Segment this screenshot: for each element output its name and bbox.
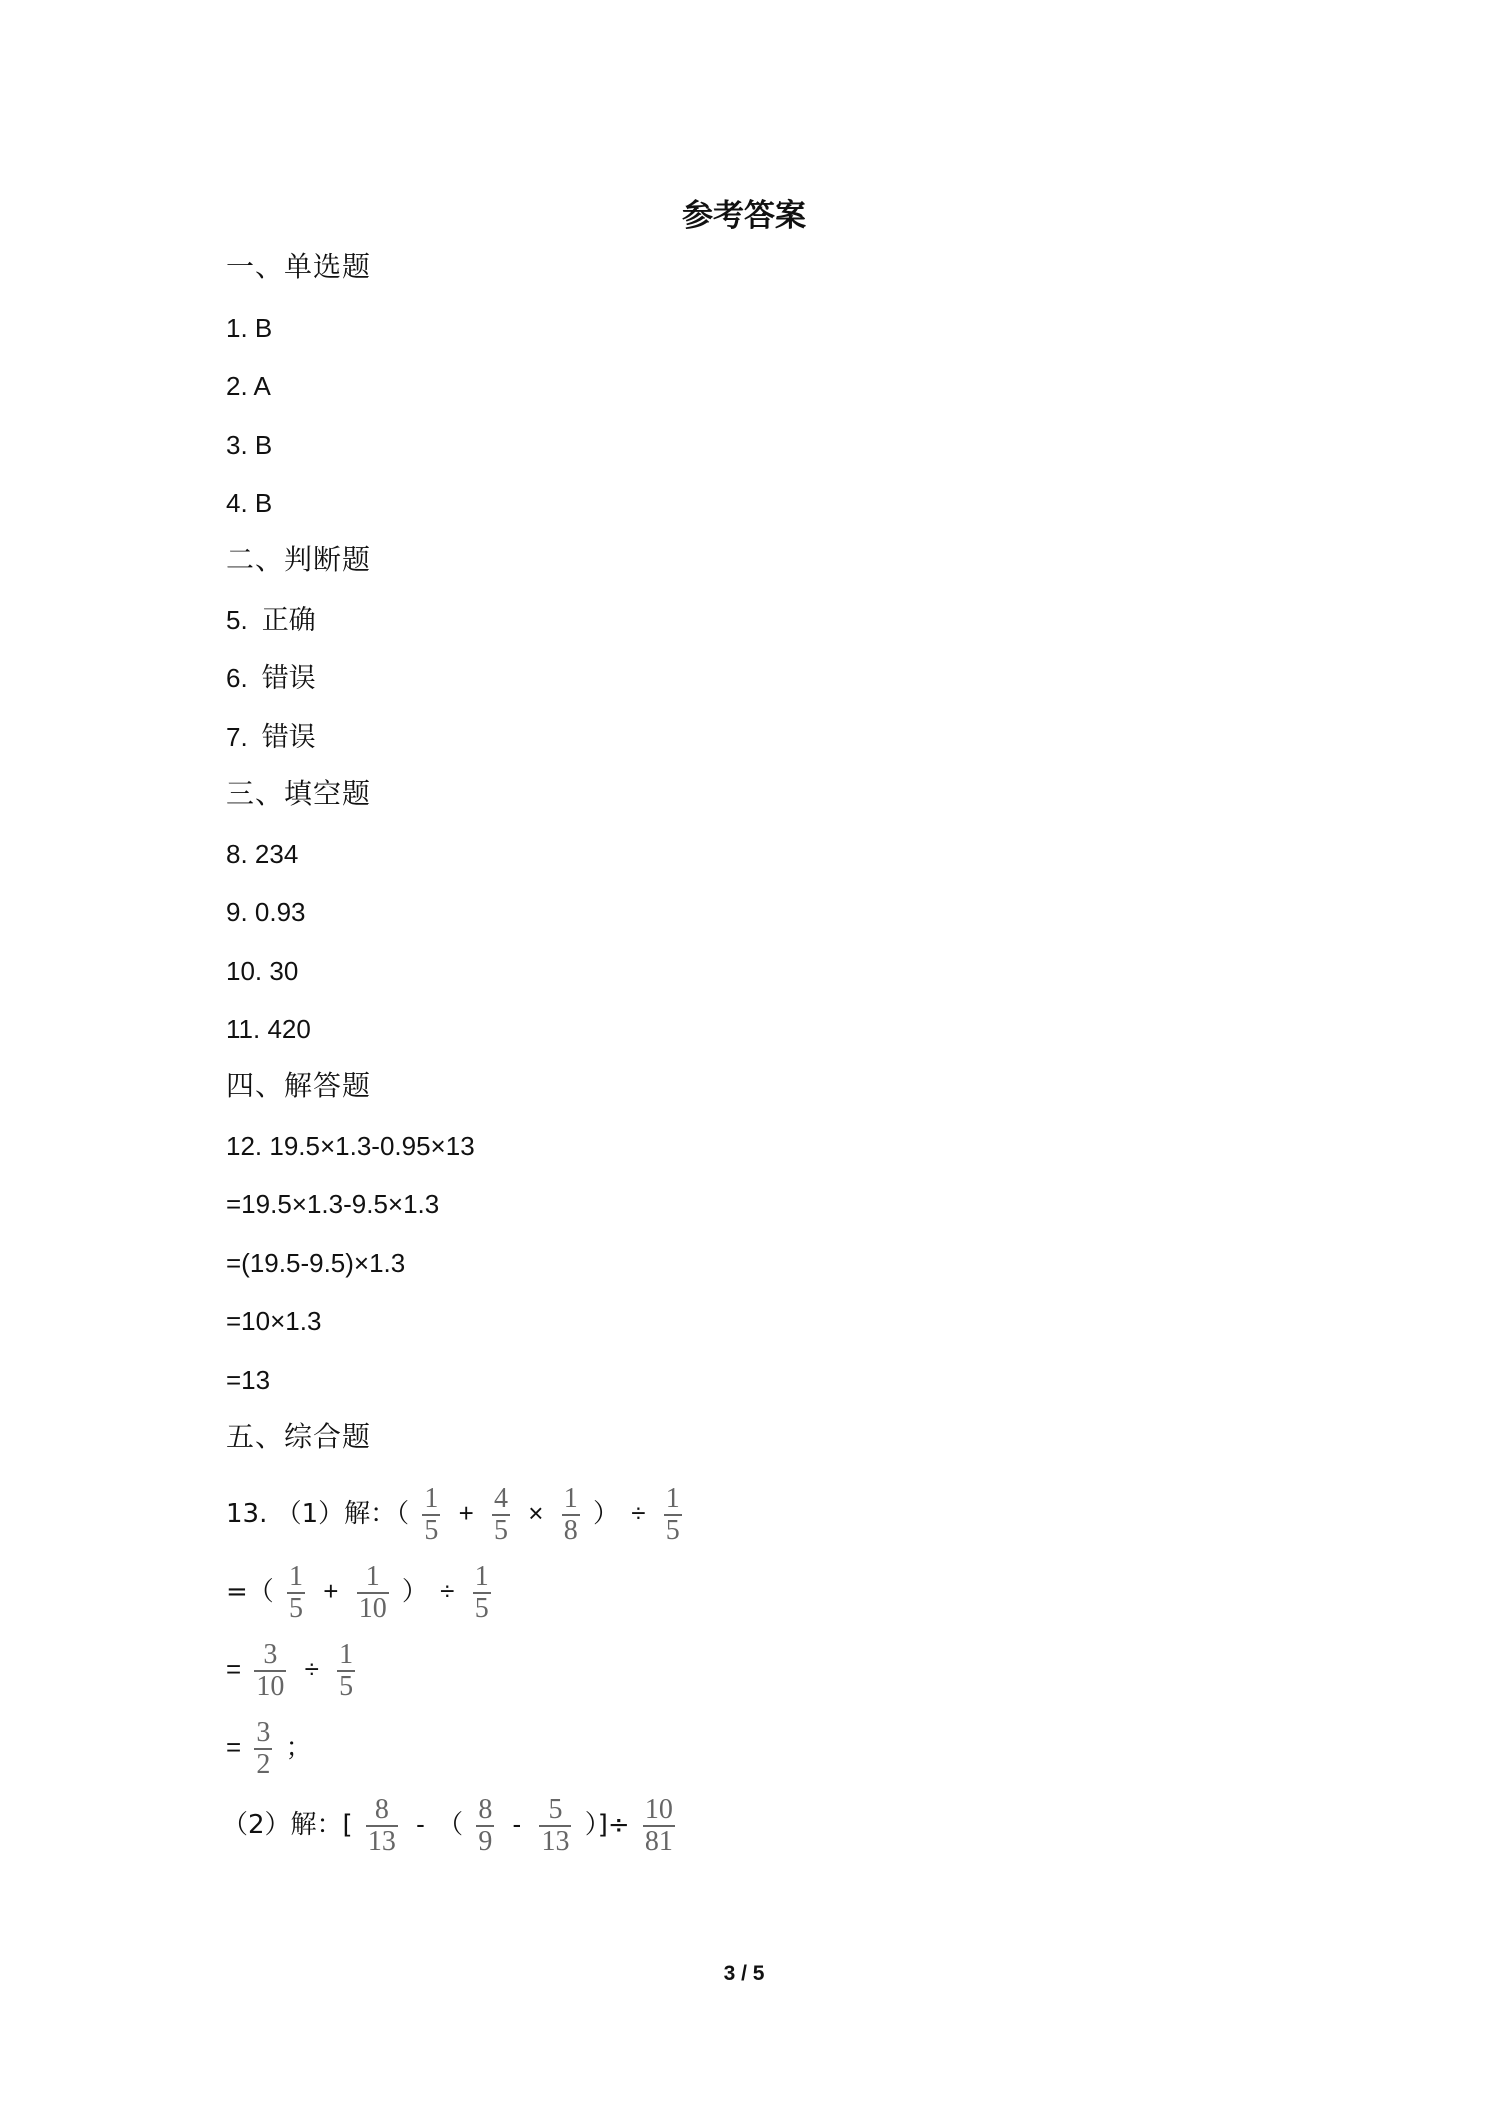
answer-6-text: 错误	[261, 663, 316, 694]
answer-11: 11. 420	[226, 1014, 311, 1044]
answer-5-number: 5.	[226, 605, 248, 635]
fraction-denominator: 8	[563, 1515, 578, 1547]
fraction-denominator: 81	[644, 1826, 673, 1858]
answer-6	[226, 656, 316, 700]
plus-sign: +	[323, 1576, 339, 1606]
section-heading-comprehensive: 五、综合题	[226, 1420, 372, 1453]
answer-12-line-4: =10×1.3	[226, 1306, 322, 1336]
answer-5-text: 正确	[261, 605, 316, 636]
fraction-denominator: 10	[256, 1671, 285, 1703]
fraction-numerator: 8	[478, 1794, 493, 1826]
right-paren: ）	[592, 1499, 619, 1529]
answer-5	[226, 598, 316, 642]
fraction-numerator: 10	[644, 1794, 673, 1826]
fraction-numerator: 3	[256, 1717, 271, 1749]
fraction-denominator: 5	[339, 1671, 354, 1703]
answer-7	[226, 715, 316, 759]
fraction	[539, 1796, 571, 1856]
page-number: 3 / 5	[723, 1962, 765, 1985]
section-heading-fill-blank: 三、填空题	[226, 777, 372, 810]
answer-13-part1-line-4	[226, 1712, 312, 1782]
section-heading-true-false: 二、判断题	[226, 543, 372, 576]
equals-sign: =	[226, 1654, 242, 1684]
fraction-denominator: 2	[256, 1749, 271, 1781]
fraction-numerator: 1	[474, 1561, 489, 1593]
answer-13-part1-line-3	[226, 1634, 361, 1704]
fraction-numerator: 5	[548, 1794, 563, 1826]
fraction	[254, 1719, 272, 1779]
left-paren: （	[437, 1810, 464, 1840]
answer-6-number: 6.	[226, 663, 248, 693]
fraction-numerator: 8	[374, 1794, 389, 1826]
answer-12-line-5: =13	[226, 1365, 271, 1395]
fraction-denominator: 10	[358, 1593, 387, 1625]
equals-sign: =	[226, 1732, 242, 1762]
answer-13-prefix: 13. （1）解：（	[226, 1499, 410, 1529]
section-heading-solve: 四、解答题	[226, 1069, 372, 1102]
fraction-numerator: 1	[365, 1561, 380, 1593]
fraction-denominator: 9	[478, 1826, 493, 1858]
answer-8: 8. 234	[226, 839, 299, 869]
divide-sign: ÷	[631, 1498, 646, 1528]
answer-13-part1-line-2	[226, 1556, 497, 1626]
answer-10: 10. 30	[226, 956, 299, 986]
minus-sign: -	[416, 1809, 425, 1839]
answer-7-number: 7.	[226, 722, 248, 752]
fraction-numerator: 1	[339, 1639, 354, 1671]
divide-sign: ÷	[440, 1576, 455, 1606]
answer-12-line-3: =(19.5-9.5)×1.3	[226, 1248, 406, 1278]
fraction-denominator: 13	[367, 1826, 396, 1858]
answer-7-text: 错误	[261, 722, 316, 753]
plus-sign: +	[458, 1498, 474, 1528]
answer-2: 2. A	[226, 371, 271, 401]
divide-sign: ÷	[304, 1654, 319, 1684]
fraction	[366, 1796, 398, 1856]
fraction	[473, 1563, 491, 1623]
fraction-denominator: 13	[541, 1826, 570, 1858]
fraction-numerator: 3	[263, 1639, 278, 1671]
right-bracket-divide: ）]÷	[584, 1810, 630, 1840]
fraction-numerator: 4	[494, 1483, 509, 1515]
fraction	[422, 1485, 440, 1545]
answer-13-part1-line-1	[226, 1478, 688, 1548]
fraction-numerator: 1	[289, 1561, 304, 1593]
fraction	[337, 1641, 355, 1701]
fraction-denominator: 5	[289, 1593, 304, 1625]
fraction-denominator: 5	[424, 1515, 439, 1547]
section-heading-single-choice: 一、单选题	[226, 250, 372, 283]
answer-13-part2-line-1	[222, 1788, 681, 1860]
fraction-numerator: 1	[563, 1483, 578, 1515]
minus-sign: -	[512, 1809, 522, 1839]
fraction-denominator: 5	[665, 1515, 680, 1547]
answer-9: 9. 0.93	[226, 897, 306, 927]
answer-12-line-1: 12. 19.5×1.3-0.95×13	[226, 1131, 475, 1161]
answer-1: 1. B	[226, 313, 273, 343]
fraction-denominator: 5	[494, 1515, 509, 1547]
fraction	[357, 1563, 389, 1623]
answer-4: 4. B	[226, 488, 273, 518]
fraction	[492, 1485, 510, 1545]
fraction-numerator: 1	[665, 1483, 680, 1515]
equals-left-paren: =（	[226, 1577, 274, 1607]
answer-13-part2-prefix: （2）解：[	[222, 1810, 353, 1840]
semicolon: ；	[285, 1733, 312, 1763]
fraction-denominator: 5	[474, 1593, 489, 1625]
fraction	[287, 1563, 305, 1623]
fraction	[254, 1641, 286, 1701]
times-sign: ×	[528, 1498, 544, 1528]
answer-12-line-2: =19.5×1.3-9.5×1.3	[226, 1189, 440, 1219]
fraction	[664, 1485, 682, 1545]
right-paren: ）	[401, 1577, 428, 1607]
answer-3: 3. B	[226, 430, 273, 460]
fraction	[476, 1796, 494, 1856]
fraction-numerator: 1	[424, 1483, 439, 1515]
fraction	[562, 1485, 580, 1545]
page-title: 参考答案	[682, 198, 806, 234]
fraction	[643, 1796, 675, 1856]
